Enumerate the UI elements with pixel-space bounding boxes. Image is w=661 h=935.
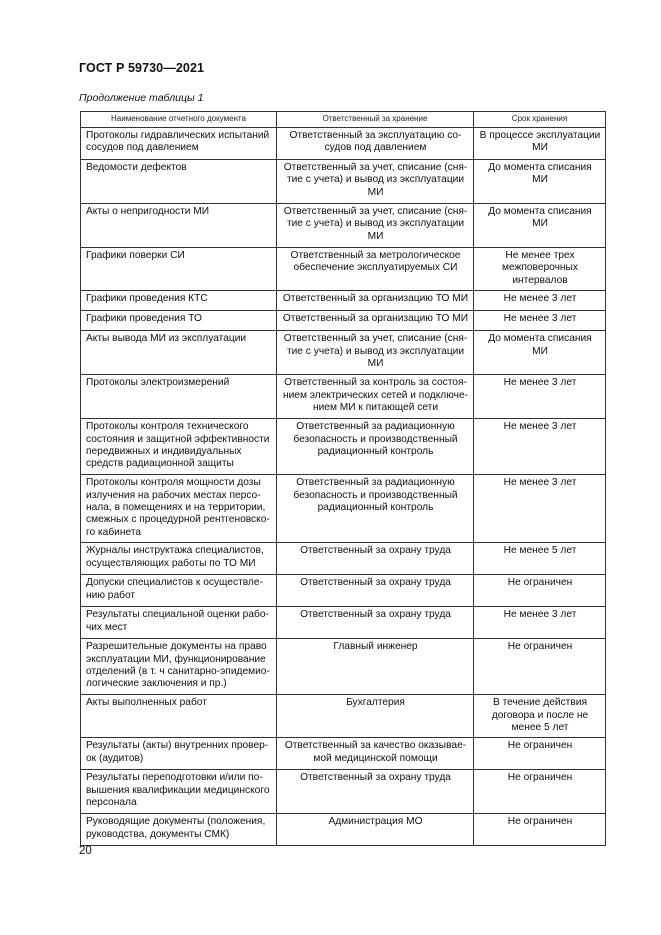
retention-period-cell: Не ограничен [474, 639, 606, 695]
document-name-cell: Протоколы контроля мощности дозы излучения на рабочих местах персонала, в помещениях и на территории, смежных с процедурной рентгеновского кабинета [81, 475, 277, 543]
document-name-cell: Ведомости дефектов [81, 160, 277, 204]
table-row [81, 311, 606, 331]
retention-period-cell: В процессе эксплуатации МИ [474, 128, 606, 160]
retention-period-cell: Не ограничен [474, 770, 606, 814]
document-name-cell: Акты вывода МИ из эксплуатации [81, 331, 277, 375]
document-name-cell: Графики проведения ТО [81, 311, 277, 331]
table-row [81, 331, 606, 375]
retention-period-cell: Не менее 3 лет [474, 291, 606, 311]
table-row [81, 128, 606, 160]
column-header-responsible: Ответственный за хранение [277, 112, 474, 128]
table-row [81, 607, 606, 639]
retention-period-cell: Не менее 3 лет [474, 419, 606, 475]
document-name-cell: Журналы инструктажа специалистов, осуществляющих работы по ТО МИ [81, 543, 277, 575]
document-name-cell: Протоколы контроля технического состояния и защитной эффективности передвижных и индивидуальных средств радиационной защиты [81, 419, 277, 475]
table-row [81, 543, 606, 575]
responsible-cell: Ответственный за качество оказываемой медицинской помощи [277, 738, 474, 770]
table-row [81, 814, 606, 846]
document-code: ГОСТ Р 59730—2021 [79, 61, 205, 75]
documents-retention-table [80, 111, 606, 846]
responsible-cell: Ответственный за радиационную безопасность и производственный радиационный контроль [277, 475, 474, 543]
table-row [81, 204, 606, 248]
table-row [81, 639, 606, 695]
retention-period-cell: До момента списания МИ [474, 160, 606, 204]
retention-period-cell: Не менее трех межповерочных интервалов [474, 248, 606, 291]
retention-period-cell: Не ограничен [474, 814, 606, 846]
document-name-cell: Акты о непригодности МИ [81, 204, 277, 248]
document-name-cell: Результаты переподготовки и/или повышения квалификации медицинского персонала [81, 770, 277, 814]
column-header-retention-period: Срок хранения [474, 112, 606, 128]
responsible-cell: Ответственный за радиационную безопасность и производственный радиационный контроль [277, 419, 474, 475]
document-name-cell: Графики проведения КТС [81, 291, 277, 311]
table-row [81, 738, 606, 770]
table-continuation-caption: Продолжение таблицы 1 [79, 92, 204, 104]
retention-period-cell: Не менее 3 лет [474, 607, 606, 639]
retention-period-cell: Не менее 3 лет [474, 375, 606, 419]
retention-period-cell: Не ограничен [474, 575, 606, 607]
document-name-cell: Руководящие документы (положения, руководства, документы СМК) [81, 814, 277, 846]
retention-period-cell: До момента списания МИ [474, 331, 606, 375]
document-name-cell: Результаты (акты) внутренних проверок (аудитов) [81, 738, 277, 770]
document-name-cell: Разрешительные документы на право эксплуатации МИ, функционирование отделений (в т. ч санитарно-эпидемиологические заключения и пр.) [81, 639, 277, 695]
table-row [81, 248, 606, 291]
retention-period-cell: Не менее 3 лет [474, 311, 606, 331]
document-name-cell: Результаты специальной оценки рабочих мест [81, 607, 277, 639]
document-name-cell: Протоколы электроизмерений [81, 375, 277, 419]
table-row [81, 695, 606, 738]
responsible-cell: Ответственный за охрану труда [277, 770, 474, 814]
retention-period-cell: До момента списания МИ [474, 204, 606, 248]
responsible-cell: Ответственный за учет, списание (снятие с учета) и вывод из эксплуатации МИ [277, 160, 474, 204]
responsible-cell: Ответственный за учет, списание (снятие с учета) и вывод из эксплуатации МИ [277, 204, 474, 248]
responsible-cell: Ответственный за контроль за состоянием электрических сетей и подключением МИ к питающей сети [277, 375, 474, 419]
responsible-cell: Ответственный за метрологическое обеспечение эксплуатируемых СИ [277, 248, 474, 291]
responsible-cell: Ответственный за охрану труда [277, 543, 474, 575]
table-row [81, 375, 606, 419]
responsible-cell: Ответственный за охрану труда [277, 575, 474, 607]
responsible-cell: Администрация МО [277, 814, 474, 846]
document-name-cell: Допуски специалистов к осуществлению работ [81, 575, 277, 607]
table-header-row [81, 112, 606, 128]
retention-period-cell: Не менее 5 лет [474, 543, 606, 575]
responsible-cell: Ответственный за эксплуатацию сосудов под давлением [277, 128, 474, 160]
retention-period-cell: Не менее 3 лет [474, 475, 606, 543]
responsible-cell: Ответственный за организацию ТО МИ [277, 311, 474, 331]
responsible-cell: Ответственный за охрану труда [277, 607, 474, 639]
table-row [81, 291, 606, 311]
document-name-cell: Акты выполненных работ [81, 695, 277, 738]
responsible-cell: Ответственный за организацию ТО МИ [277, 291, 474, 311]
document-name-cell: Графики поверки СИ [81, 248, 277, 291]
responsible-cell: Ответственный за учет, списание (снятие с учета) и вывод из эксплуатации МИ [277, 331, 474, 375]
table-row [81, 475, 606, 543]
table-row [81, 575, 606, 607]
document-name-cell: Протоколы гидравлических испытаний сосудов под давлением [81, 128, 277, 160]
retention-period-cell: В течение действия договора и после не менее 5 лет [474, 695, 606, 738]
page-number: 20 [79, 845, 92, 857]
table-row [81, 419, 606, 475]
responsible-cell: Бухгалтерия [277, 695, 474, 738]
responsible-cell: Главный инженер [277, 639, 474, 695]
table-row [81, 770, 606, 814]
table-row [81, 160, 606, 204]
retention-period-cell: Не ограничен [474, 738, 606, 770]
column-header-document-name: Наименование отчетного документа [81, 112, 277, 128]
